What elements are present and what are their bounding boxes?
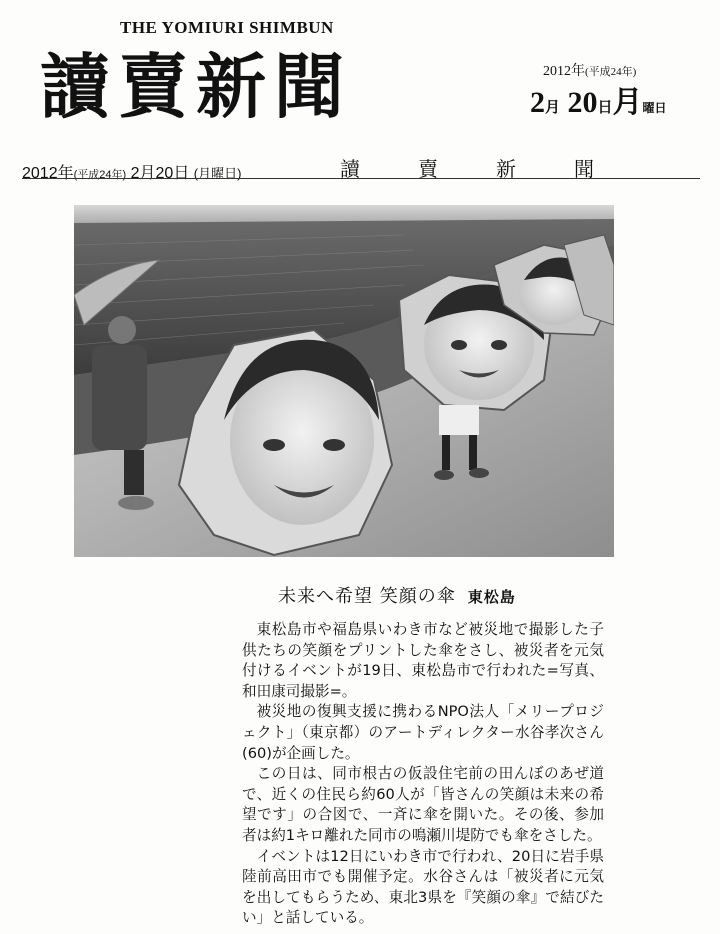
article-paragraph: イベントは12日にいわき市で行われ、20日に岩手県陸前高田市でも開催予定。水谷さんは「被災者に元気を出してもらうため、東北3県を『笑顔の傘』で結びたい」と話している。 [242, 847, 604, 927]
masthead-small: 讀賣新聞 [340, 157, 652, 181]
date-line-monthday: 2月20日 [130, 165, 190, 182]
date-line [22, 160, 241, 183]
article-photo [74, 205, 614, 557]
article-headline [278, 582, 516, 608]
article-paragraph: 東松島市や福島県いわき市など被災地で撮影した子供たちの笑顔をプリントした傘をさし、被災者を元気付けるイベントが19日、東松島市で行われた=写真、和田康司撮影=。 [242, 621, 604, 700]
date-day: 20 [567, 86, 598, 119]
masthead-english: THE YOMIURI SHIMBUN [120, 18, 334, 37]
article-paragraph: 被災地の復興支援に携わるNPO法人「メリープロジェクト」（東京都）のアートディレクター水谷孝次さん(60)が企画した。 [242, 703, 604, 762]
date-line-year: 2012年 [22, 165, 74, 182]
date-year-value: 2012年 [543, 64, 585, 79]
date-era: (平成24年) [585, 66, 637, 78]
article-paragraph: この日は、同市根古の仮設住宅前の田んぼのあぜ道で、近くの住民ら約60人が「皆さんの笑顔は未来の希望です」の合図で、一斉に傘を開いた。その後、参加者は約1キロ離れた同市の鳴瀬川堤防でも傘をさした。 [242, 765, 604, 844]
photo-illustration [74, 205, 614, 557]
article-body [242, 620, 604, 929]
date-day-unit: 日 [597, 100, 613, 116]
date-line-era: (平成24年) [73, 169, 127, 181]
date-month-unit: 月 [545, 100, 561, 116]
header-rule [22, 178, 700, 179]
masthead-japanese: 讀賣新聞 [40, 45, 352, 128]
date-year [543, 60, 636, 80]
date-line-weekday: (月曜日) [193, 166, 242, 181]
date-large [530, 88, 667, 118]
headline-text: 未来へ希望 笑顔の傘 [278, 586, 456, 607]
date-weekday-unit: 曜日 [642, 101, 667, 115]
date-weekday: 月 [612, 86, 643, 119]
headline-location: 東松島 [467, 588, 516, 606]
date-month: 2 [530, 86, 545, 119]
